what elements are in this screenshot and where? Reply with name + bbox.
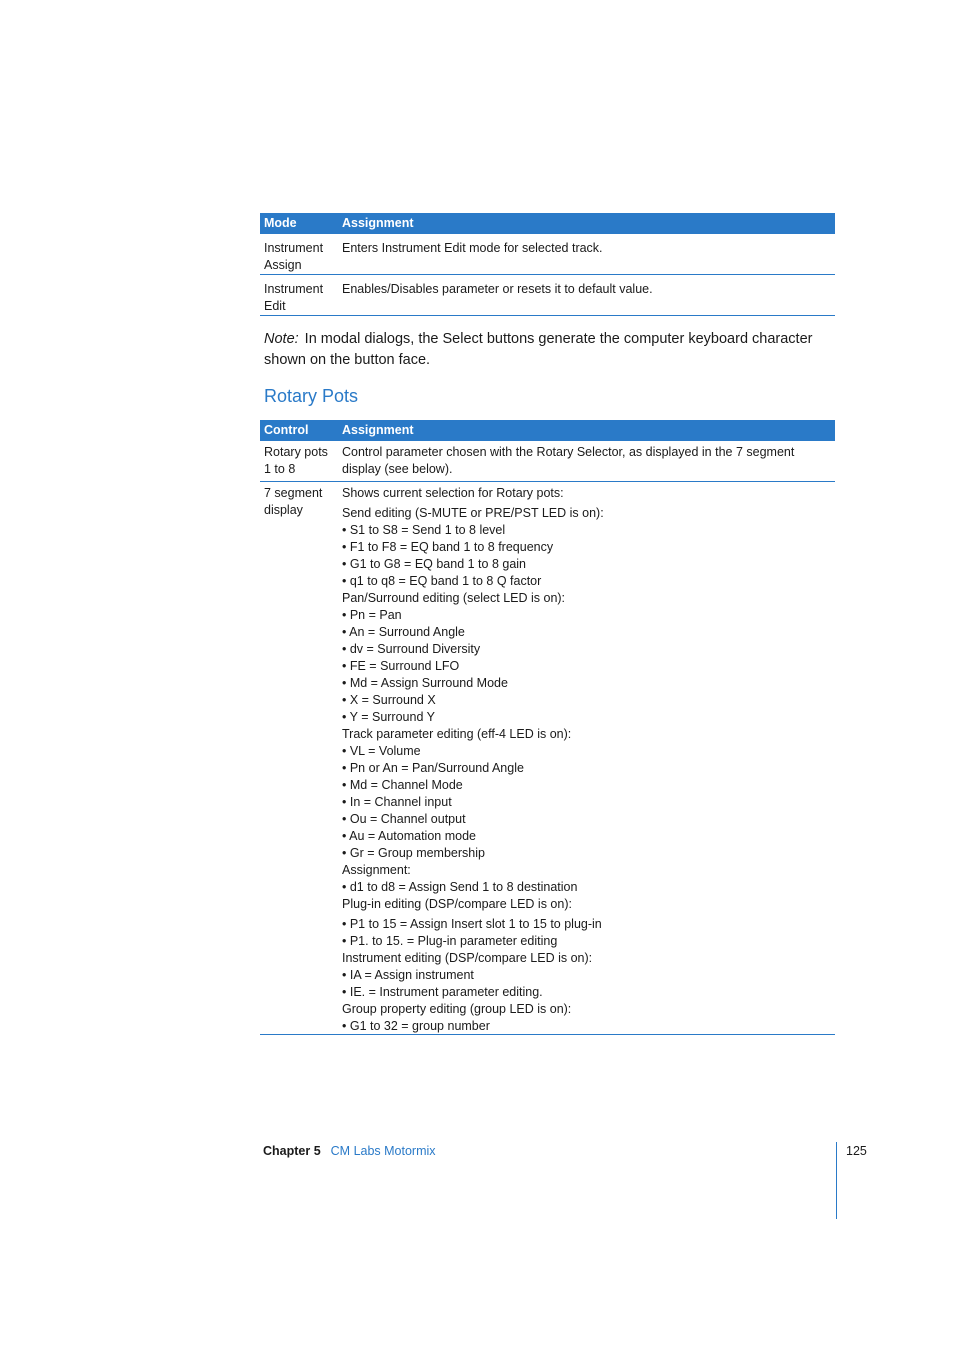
assignment-line: Control parameter chosen with the Rotary Selector, as displayed in the 7 segment (342, 445, 795, 459)
assignment-line: • F1 to F8 = EQ band 1 to 8 frequency (342, 540, 554, 554)
note-label: Note: (264, 331, 299, 347)
row-assignment (342, 444, 835, 481)
footer-chapter: Chapter 5 (263, 1144, 321, 1158)
rotary-table-header (260, 420, 835, 441)
assignment-line: Plug-in editing (DSP/compare LED is on): (342, 897, 572, 911)
control-line: 1 to 8 (264, 462, 296, 476)
assignment-line: • Md = Channel Mode (342, 778, 463, 792)
table-row (260, 234, 835, 275)
control-line: Instrument (264, 241, 324, 255)
assignment-line: • An = Surround Angle (342, 625, 465, 639)
control-line: Rotary pots (264, 445, 328, 459)
assignment-line: Track parameter editing (eff-4 LED is on): (342, 727, 572, 741)
table-row (260, 482, 835, 1035)
assignment-line: display (see below). (342, 462, 453, 476)
section-title: Rotary Pots (264, 386, 359, 406)
control-line: Assign (264, 258, 302, 272)
assignment-line: • Md = Assign Surround Mode (342, 676, 508, 690)
header-control: Control (264, 423, 309, 437)
footer-chapter-title: CM Labs Motormix (330, 1144, 436, 1158)
page-number: 125 (846, 1144, 867, 1158)
assignment-list (342, 916, 835, 1035)
table-row (260, 441, 835, 482)
assignment-line: • d1 to d8 = Assign Send 1 to 8 destination (342, 880, 578, 894)
assignment-line: • P1. to 15. = Plug-in parameter editing (342, 934, 558, 948)
note-text: In modal dialogs, the Select buttons generate the computer keyboard character shown on the button face. (264, 331, 813, 368)
control-line: Instrument (264, 282, 324, 296)
header-assignment: Assignment (342, 423, 414, 437)
row-control (260, 485, 342, 1034)
assignment-line: • G1 to 32 = group number (342, 1019, 490, 1033)
control-line: 7 segment (264, 486, 323, 500)
row-control (260, 444, 342, 481)
mode-table (260, 213, 835, 316)
assignment-list (342, 505, 835, 913)
footer-divider (836, 1142, 837, 1219)
assignment-line: Pan/Surround editing (select LED is on): (342, 591, 566, 605)
control-line: Edit (264, 299, 286, 313)
assignment-line: • Au = Automation mode (342, 829, 476, 843)
assignment-line: • IA = Assign instrument (342, 968, 474, 982)
mode-table-header (260, 213, 835, 234)
assignment-line: • Gr = Group membership (342, 846, 485, 860)
assignment-line: • IE. = Instrument parameter editing. (342, 985, 543, 999)
assignment-line: • X = Surround X (342, 693, 436, 707)
row-assignment (342, 485, 835, 1034)
assignment-line: • VL = Volume (342, 744, 421, 758)
assignment-line: • Pn = Pan (342, 608, 402, 622)
assignment-line: • S1 to S8 = Send 1 to 8 level (342, 523, 506, 537)
rotary-table (260, 420, 835, 1035)
assignment-line: • FE = Surround LFO (342, 659, 460, 673)
assignment-line: • dv = Surround Diversity (342, 642, 481, 656)
assignment-line: • Ou = Channel output (342, 812, 466, 826)
row-control (260, 281, 342, 315)
row-control (260, 240, 342, 274)
header-assignment: Assignment (342, 216, 414, 230)
assignment-line: Instrument editing (DSP/compare LED is on): (342, 951, 593, 965)
note-paragraph (264, 329, 839, 371)
assignment-line: • In = Channel input (342, 795, 452, 809)
assignment-line: • Pn or An = Pan/Surround Angle (342, 761, 524, 775)
assignment-line: Send editing (S-MUTE or PRE/PST LED is on): (342, 506, 604, 520)
header-mode: Mode (264, 216, 297, 230)
footer (263, 1142, 436, 1160)
control-line: display (264, 503, 303, 517)
assignment-line: • q1 to q8 = EQ band 1 to 8 Q factor (342, 574, 542, 588)
row-assignment: Enables/Disables parameter or resets it to default value. (342, 282, 653, 296)
assignment-line: • Y = Surround Y (342, 710, 435, 724)
assignment-line: • G1 to G8 = EQ band 1 to 8 gain (342, 557, 527, 571)
row-assignment: Enters Instrument Edit mode for selected track. (342, 241, 603, 255)
assignment-line: Assignment: (342, 863, 411, 877)
assignment-intro: Shows current selection for Rotary pots: (342, 486, 564, 500)
table-row (260, 275, 835, 316)
assignment-line: Group property editing (group LED is on): (342, 1002, 572, 1016)
assignment-line: • P1 to 15 = Assign Insert slot 1 to 15 to plug-in (342, 917, 602, 931)
